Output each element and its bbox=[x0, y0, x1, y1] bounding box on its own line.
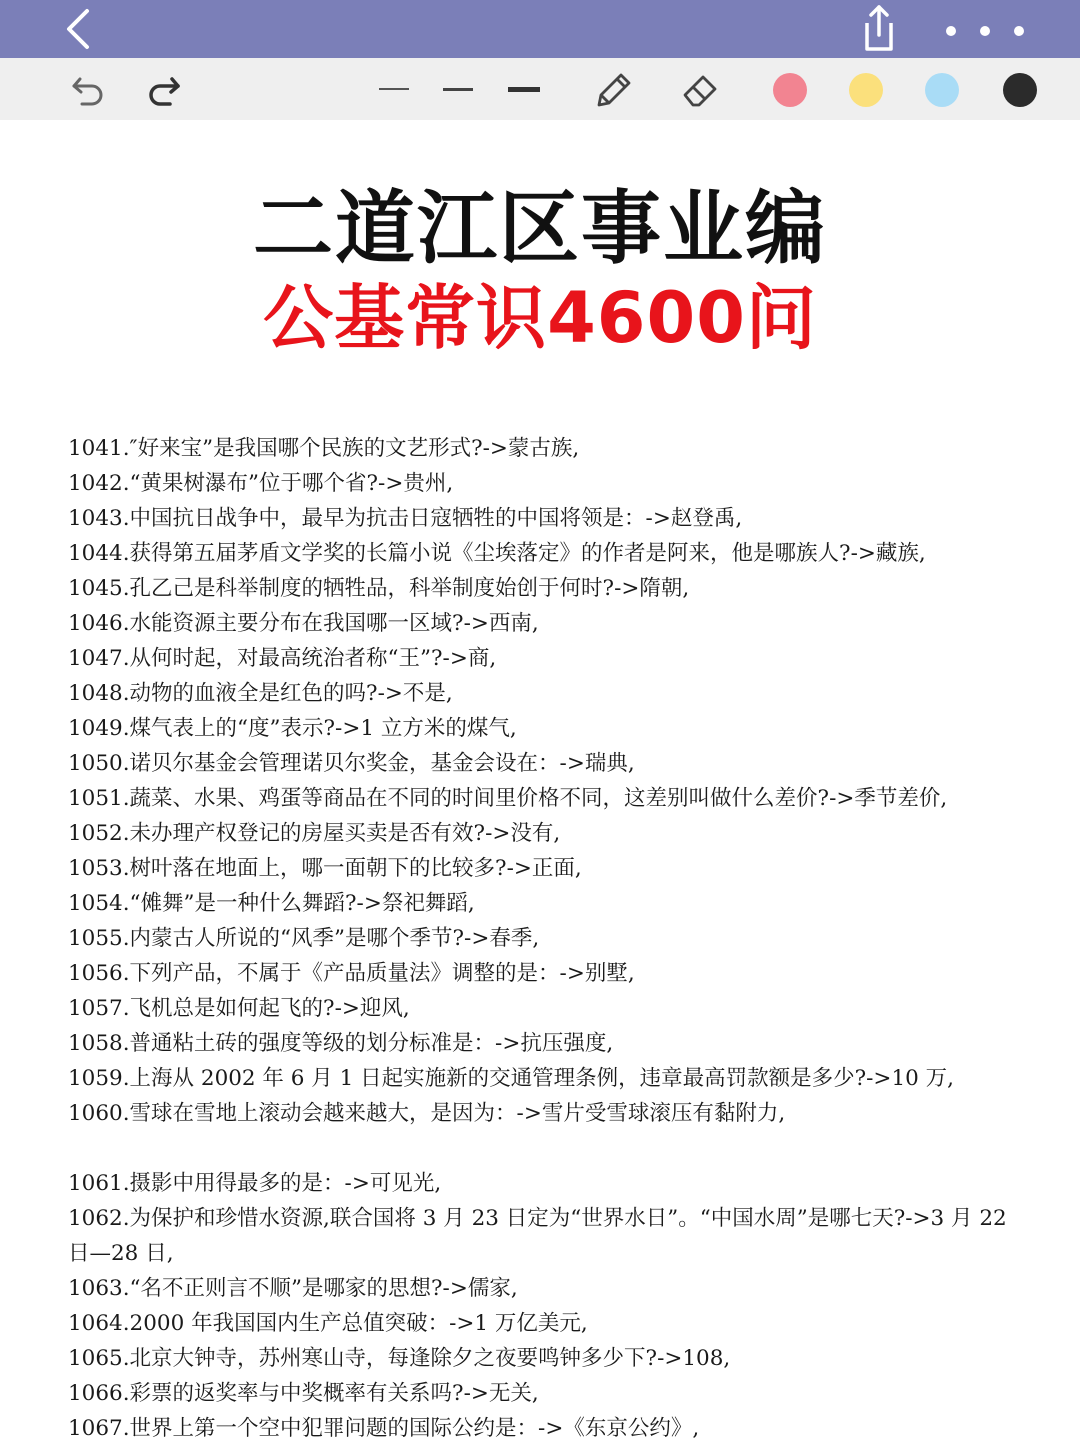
question-item: 1065.北京大钟寺，苏州寒山寺，每逢除夕之夜要鸣钟多少下?->108, bbox=[68, 1346, 731, 1371]
question-item: 1047.从何时起，对最高统治者称“王”?->商, bbox=[68, 646, 497, 671]
question-item: 1045.孔乙己是科举制度的牺牲品，科举制度始创于何时?->隋朝, bbox=[68, 576, 690, 601]
question-item: 1050.诺贝尔基金会管理诺贝尔奖金，基金会设在：->瑞典, bbox=[68, 751, 635, 776]
back-button[interactable] bbox=[56, 6, 100, 52]
question-item: 1056.下列产品，不属于《产品质量法》调整的是：->别墅, bbox=[68, 961, 635, 986]
color-swatch-pink[interactable] bbox=[773, 73, 807, 107]
app-header bbox=[0, 0, 1080, 58]
thick-stroke-button[interactable] bbox=[504, 74, 544, 104]
document-title: 二道江区事业编 bbox=[253, 182, 827, 275]
more-button[interactable] bbox=[936, 14, 1028, 48]
eraser-button[interactable] bbox=[676, 64, 726, 114]
eraser-icon bbox=[679, 67, 723, 111]
question-item: 1054.“傩舞”是一种什么舞蹈?->祭祀舞蹈, bbox=[68, 891, 475, 916]
medium-stroke-icon bbox=[443, 88, 473, 91]
question-item: 1060.雪球在雪地上滚动会越来越大，是因为：->雪片受雪球滚压有黏附力, bbox=[68, 1101, 786, 1126]
question-item: 1066.彩票的返奖率与中奖概率有关系吗?->无关, bbox=[68, 1381, 539, 1406]
more-dots-icon bbox=[939, 21, 1025, 41]
question-group-1 bbox=[68, 431, 1018, 1131]
pen-button[interactable] bbox=[588, 64, 638, 114]
question-item: 1059.上海从 2002 年 6 月 1 日起实施新的交通管理条例，违章最高罚款额是多少?->10 万, bbox=[68, 1066, 954, 1091]
question-item: 1058.普通粘土砖的强度等级的划分标准是：->抗压强度, bbox=[68, 1031, 614, 1056]
question-item: 1053.树叶落在地面上，哪一面朝下的比较多?->正面, bbox=[68, 856, 582, 881]
thick-stroke-icon bbox=[508, 87, 540, 92]
question-item: 1064.2000 年我国国内生产总值突破：->1 万亿美元, bbox=[68, 1311, 588, 1336]
chevron-left-icon bbox=[63, 7, 93, 51]
question-item: 1057.飞机总是如何起飞的?->迎风, bbox=[68, 996, 410, 1021]
question-item: 1063.“名不正则言不顺”是哪家的思想?->儒家, bbox=[68, 1276, 518, 1301]
question-item: 1049.煤气表上的“度”表示?->1 立方米的煤气, bbox=[68, 716, 517, 741]
group-spacer bbox=[68, 1131, 1018, 1166]
question-item: 1055.内蒙古人所说的“风季”是哪个季节?->春季, bbox=[68, 926, 540, 951]
question-group-2 bbox=[68, 1166, 1018, 1446]
undo-icon bbox=[68, 69, 108, 109]
question-item: 1061.摄影中用得最多的是：->可见光, bbox=[68, 1171, 442, 1196]
redo-icon bbox=[144, 69, 184, 109]
color-swatch-blue[interactable] bbox=[925, 73, 959, 107]
question-item: 1043.中国抗日战争中，最早为抗击日寇牺牲的中国将领是：->赵登禹, bbox=[68, 506, 743, 531]
question-item: 1042.“黄果树瀑布”位于哪个省?->贵州, bbox=[68, 471, 454, 496]
document-subtitle: 公基常识4600问 bbox=[263, 277, 817, 359]
share-button[interactable] bbox=[856, 2, 902, 54]
medium-stroke-button[interactable] bbox=[438, 74, 478, 104]
question-item: 1067.世界上第一个空中犯罪问题的国际公约是：->《东京公约》, bbox=[68, 1416, 700, 1441]
question-item: 1044.获得第五届茅盾文学奖的长篇小说《尘埃落定》的作者是阿来，他是哪族人?->藏族, bbox=[68, 541, 926, 566]
question-item: 1052.未办理产权登记的房屋买卖是否有效?->没有, bbox=[68, 821, 561, 846]
question-item: 1048.动物的血液全是红色的吗?->不是, bbox=[68, 681, 453, 706]
question-list bbox=[68, 431, 1018, 1446]
question-item: 1041.″好来宝”是我国哪个民族的文艺形式?->蒙古族, bbox=[68, 436, 580, 461]
thin-stroke-icon bbox=[379, 88, 409, 90]
question-item: 1062.为保护和珍惜水资源,联合国将 3 月 23 日定为“世界水日”。“中国水周”是哪七天?->3 月 22 日—28 日, bbox=[68, 1206, 1007, 1266]
question-item: 1051.蔬菜、水果、鸡蛋等商品在不同的时间里价格不同，这差别叫做什么差价?->季节差价, bbox=[68, 786, 948, 811]
pen-icon bbox=[591, 67, 635, 111]
undo-button[interactable] bbox=[64, 66, 112, 112]
share-icon bbox=[859, 3, 899, 53]
question-item: 1046.水能资源主要分布在我国哪一区域?->西南, bbox=[68, 611, 539, 636]
color-swatch-black[interactable] bbox=[1003, 73, 1037, 107]
redo-button[interactable] bbox=[140, 66, 188, 112]
color-swatch-yellow[interactable] bbox=[849, 73, 883, 107]
thin-stroke-button[interactable] bbox=[374, 74, 414, 104]
annotation-toolbar bbox=[0, 58, 1080, 120]
